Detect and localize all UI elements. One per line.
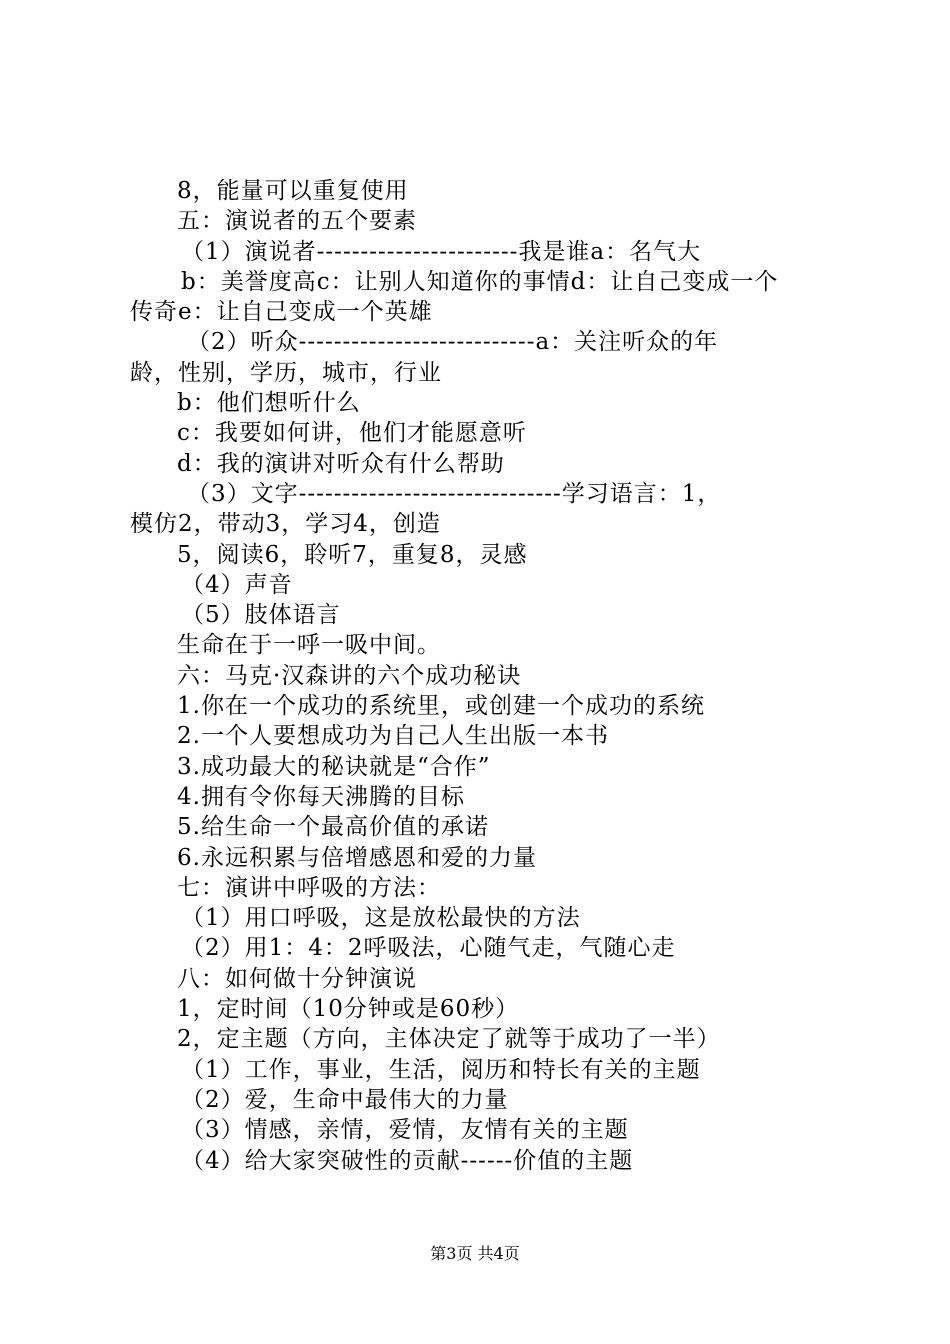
text-line: b：他们想听什么 [177, 390, 361, 417]
text-line: 五：演说者的五个要素 [177, 208, 417, 235]
text-line: 5.给生命一个最高价值的承诺 [177, 814, 489, 841]
text-line: 6.永远积累与倍增感恩和爱的力量 [177, 844, 537, 871]
text-line: 六：马克·汉森讲的六个成功秘诀 [177, 662, 522, 689]
text-line: 1.你在一个成功的系统里，或创建一个成功的系统 [177, 693, 705, 720]
text-line: （1）用口呼吸，这是放松最快的方法 [181, 905, 581, 932]
page-number-label: 第3页 共4页 [430, 1244, 520, 1263]
text-line: 2.一个人要想成功为自己人生出版一本书 [177, 723, 609, 750]
text-line: 模仿2，带动3，学习4，创造 [130, 511, 441, 538]
text-line: 1，定时间（10分钟或是60秒） [177, 996, 520, 1023]
text-line: 5，阅读6，聆听7，重复8，灵感 [177, 541, 528, 568]
text-line: d：我的演讲对听众有什么帮助 [177, 450, 505, 477]
document-body [0, 176, 950, 1176]
text-line: （5）肢体语言 [181, 602, 341, 629]
text-line: （3）情感，亲情，爱情，友情有关的主题 [181, 1117, 629, 1144]
text-line: （2）用1：4：2呼吸法，心随气走，气随心走 [181, 935, 676, 962]
text-line: （4）声音 [181, 571, 293, 598]
text-line: （1）演说者-----------------------我是谁a：名气大 [181, 238, 702, 265]
text-line: 2，定主题（方向，主体决定了就等于成功了一半） [177, 1026, 721, 1053]
text-line: （4）给大家突破性的贡献------价值的主题 [181, 1147, 634, 1174]
text-line: c：我要如何讲，他们才能愿意听 [177, 420, 527, 447]
page-footer [0, 1242, 950, 1266]
text-line: （1）工作，事业，生活，阅历和特长有关的主题 [181, 1056, 701, 1083]
text-line: （2）爱，生命中最伟大的力量 [181, 1086, 509, 1113]
text-line: 传奇e：让自己变成一个英雄 [130, 299, 433, 326]
text-line: 3.成功最大的秘诀就是“合作” [177, 753, 491, 780]
text-line: 七：演讲中呼吸的方法： [177, 874, 441, 901]
text-line: 龄，性别，学历，城市，行业 [130, 359, 442, 386]
text-line: b：美誉度高c：让别人知道你的事情d：让自己变成一个 [181, 268, 779, 295]
text-line: 生命在于一呼一吸中间。 [177, 632, 441, 659]
text-line: （2）听众---------------------------a：关注听众的年 [187, 329, 719, 356]
text-line: 4.拥有令你每天沸腾的目标 [177, 783, 465, 810]
text-line: （3）文字------------------------------学习语言：1， [187, 480, 722, 507]
text-line: 8，能量可以重复使用 [177, 178, 409, 204]
text-line: 八：如何做十分钟演说 [177, 965, 417, 992]
